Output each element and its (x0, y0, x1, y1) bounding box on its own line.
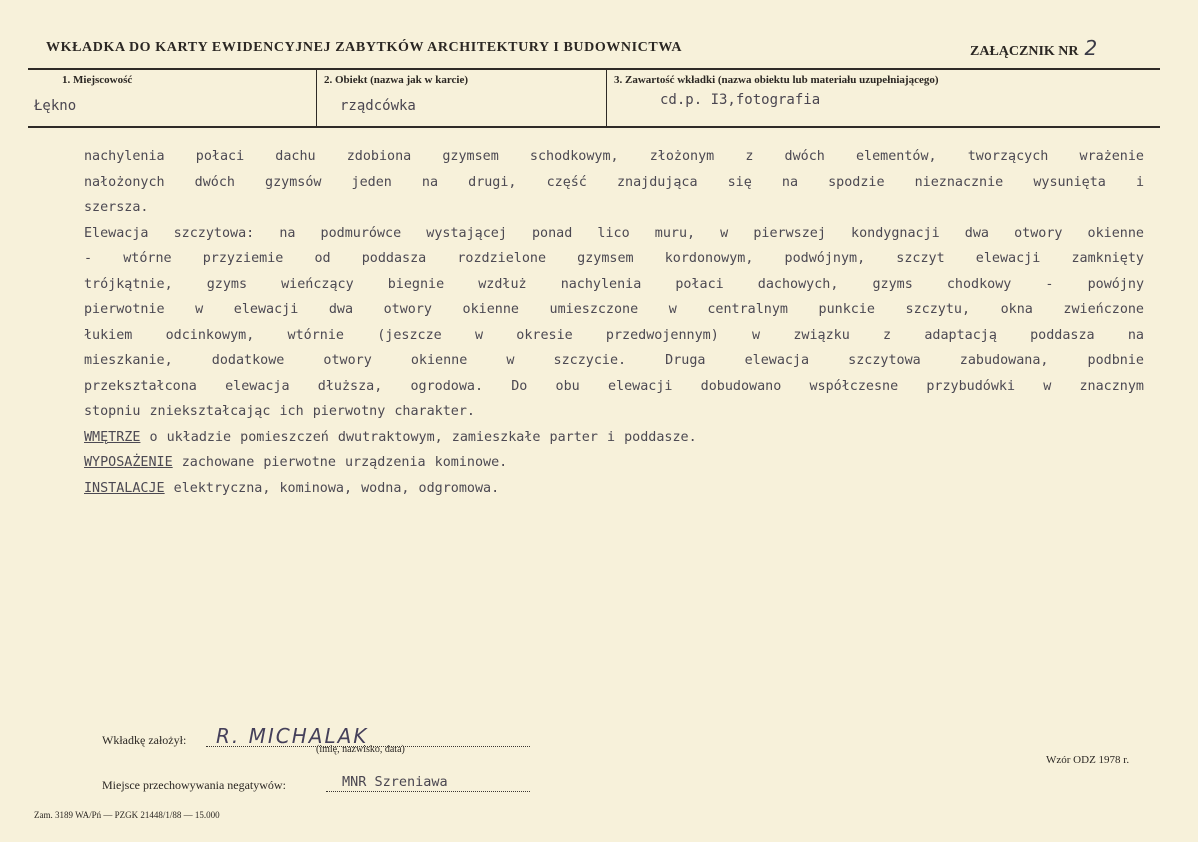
text-line: przekształcona elewacja dłuższa, ogrodowa. Do obu elewacji dobudowano współczesne przybudówki w znacznym (84, 378, 1144, 394)
header-rule-top (28, 68, 1160, 70)
object-label: 2. Obiekt (nazwa jak w karcie) (324, 74, 469, 86)
text-line: nałożonych dwóch gzymsów jeden na drugi, część znajdująca się na spodzie nieznacznie wysunięta i (84, 174, 1144, 190)
locality-label: 1. Miejscowość (62, 74, 133, 86)
form-title: WKŁADKA DO KARTY EWIDENCYJNEJ ZABYTKÓW ARCHITEKTURY I BUDOWNICTWA (46, 40, 683, 55)
annex-label (970, 36, 1097, 60)
interior-heading: WMĘTRZE (84, 429, 141, 445)
text-line: stopniu zniekształcając ich pierwotny charakter. (84, 404, 475, 419)
contents-value: cd.p. I3,fotografia (660, 92, 821, 108)
description-text (84, 144, 1144, 501)
equipment-line (84, 450, 1144, 476)
locality-value: Łękno (34, 98, 77, 114)
founder-sub-label: (imię, nazwisko, data) (316, 744, 405, 755)
header-rule-bottom (28, 126, 1160, 128)
interior-line (84, 425, 1144, 451)
text-line: - wtórne przyziemie od poddasza rozdzielone gzymsem kordonowym, podwójnym, szczyt elewacji zamknięty (84, 251, 1144, 266)
founder-signature: R. MICHALAK (216, 724, 369, 748)
text-line: pierwotnie w elewacji dwa otwory okienne umieszczone w centralnym punkcie szczytu, okna zwieńczone (84, 302, 1144, 317)
equipment-heading: WYPOSAŻENIE (84, 455, 173, 470)
annex-label-text: ZAŁĄCZNIK NR (970, 44, 1079, 59)
text-line: trójkątnie, gzyms wieńczący biegnie wzdłuż nachylenia połaci dachowych, gzyms chodkowy - powójny (84, 276, 1144, 292)
print-info: Zam. 3189 WA/Pń — PZGK 21448/1/88 — 15.000 (34, 810, 220, 820)
contents-label: 3. Zawartość wkładki (nazwa obiektu lub materiału uzupełniającego) (614, 74, 939, 86)
annex-number: 2 (1084, 36, 1098, 60)
column-separator (316, 70, 317, 126)
text-line: mieszkanie, dodatkowe otwory okienne w szczycie. Druga elewacja szczytowa zabudowana, podbnie (84, 353, 1144, 368)
template-label: Wzór ODZ 1978 r. (1046, 754, 1130, 766)
text-line: Elewacja szczytowa: na podmurówce wystającej ponad lico muru, w pierwszej kondygnacji dwa otwory okienne (84, 225, 1144, 241)
text-line: łukiem odcinkowym, wtórnie (jeszcze w okresie przedwojennym) w związku z adaptacją poddasza na (84, 327, 1144, 343)
negatives-label: Miejsce przechowywania negatywów: (102, 778, 286, 792)
installations-text: elektryczna, kominowa, wodna, odgromowa. (164, 480, 500, 496)
text-line: szersza. (84, 200, 149, 215)
equipment-text: zachowane pierwotne urządzenia kominowe. (172, 455, 508, 470)
text-line: nachylenia połaci dachu zdobiona gzymsem schodkowym, złożonym z dwóch elementów, tworzących wrażenie (84, 149, 1144, 164)
negatives-dotted-line (326, 791, 530, 792)
interior-text: o układzie pomieszczeń dwutraktowym, zamieszkałe parter i poddasze. (140, 429, 697, 445)
installations-line (84, 476, 1144, 502)
negatives-value: MNR Szreniawa (342, 774, 448, 790)
column-separator (606, 70, 607, 126)
founder-label: Wkładkę założył: (102, 733, 187, 747)
installations-heading: INSTALACJE (84, 480, 165, 496)
object-value: rządcówka (340, 98, 416, 114)
